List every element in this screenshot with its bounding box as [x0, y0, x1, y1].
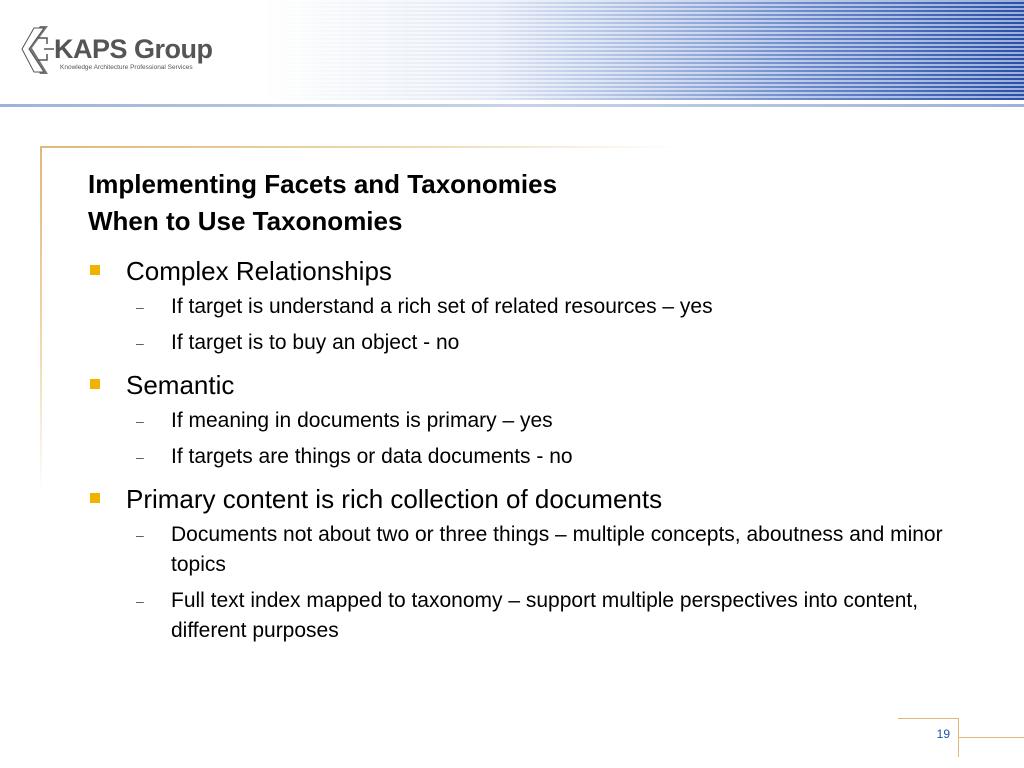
square-bullet-icon [90, 379, 100, 389]
sub-bullet-item [88, 406, 968, 436]
header-gradient-stripes [264, 0, 1024, 100]
sub-bullet-item [88, 328, 968, 358]
sub-bullet-text: Full text index mapped to taxonomy – support multiple perspectives into content, different purposes [171, 589, 919, 642]
logo-tagline: Knowledge Architecture Professional Services [60, 64, 193, 71]
sub-bullet-text: If target is to buy an object - no [171, 331, 460, 354]
dash-icon: – [136, 299, 144, 315]
bullet-item [88, 482, 968, 516]
page-number: 19 [936, 727, 950, 741]
dash-icon: – [136, 593, 144, 609]
sub-bullet-text: If target is understand a rich set of related resources – yes [171, 295, 713, 318]
dash-icon: – [136, 413, 144, 429]
square-bullet-icon [90, 493, 100, 503]
logo-wordmark: KAPS Group [54, 34, 213, 64]
square-bullet-icon [90, 265, 100, 275]
kaps-logo-icon [20, 24, 54, 78]
dash-icon: – [136, 335, 144, 351]
sub-bullet-item [88, 292, 968, 322]
kaps-logo [20, 24, 220, 84]
sub-bullet-item [88, 520, 968, 580]
slide-title-line-1: Implementing Facets and Taxonomies [88, 169, 558, 199]
bullet-text: Primary content is rich collection of documents [126, 484, 663, 514]
sub-bullet-text: If targets are things or data documents - no [171, 445, 573, 468]
header-banner [0, 0, 1024, 108]
dash-icon: – [136, 527, 144, 543]
content-frame-top-accent [40, 146, 680, 148]
bullet-item [88, 368, 968, 402]
sub-bullet-text: If meaning in documents is primary – yes [171, 409, 553, 432]
bullet-item [88, 254, 968, 288]
content-frame-left-accent [40, 146, 42, 496]
dash-icon: – [136, 449, 144, 465]
slide-title [88, 166, 988, 240]
sub-bullet-text: Documents not about two or three things – multiple concepts, aboutness and minor topics [171, 523, 943, 576]
bullet-text: Complex Relationships [126, 256, 392, 286]
sub-bullet-item [88, 586, 968, 646]
header-divider [0, 104, 1024, 107]
slide-body [88, 254, 968, 652]
sub-bullet-item [88, 442, 968, 472]
footer-accent-line [958, 737, 1024, 738]
bullet-text: Semantic [126, 370, 235, 400]
slide-title-line-2: When to Use Taxonomies [88, 206, 403, 236]
